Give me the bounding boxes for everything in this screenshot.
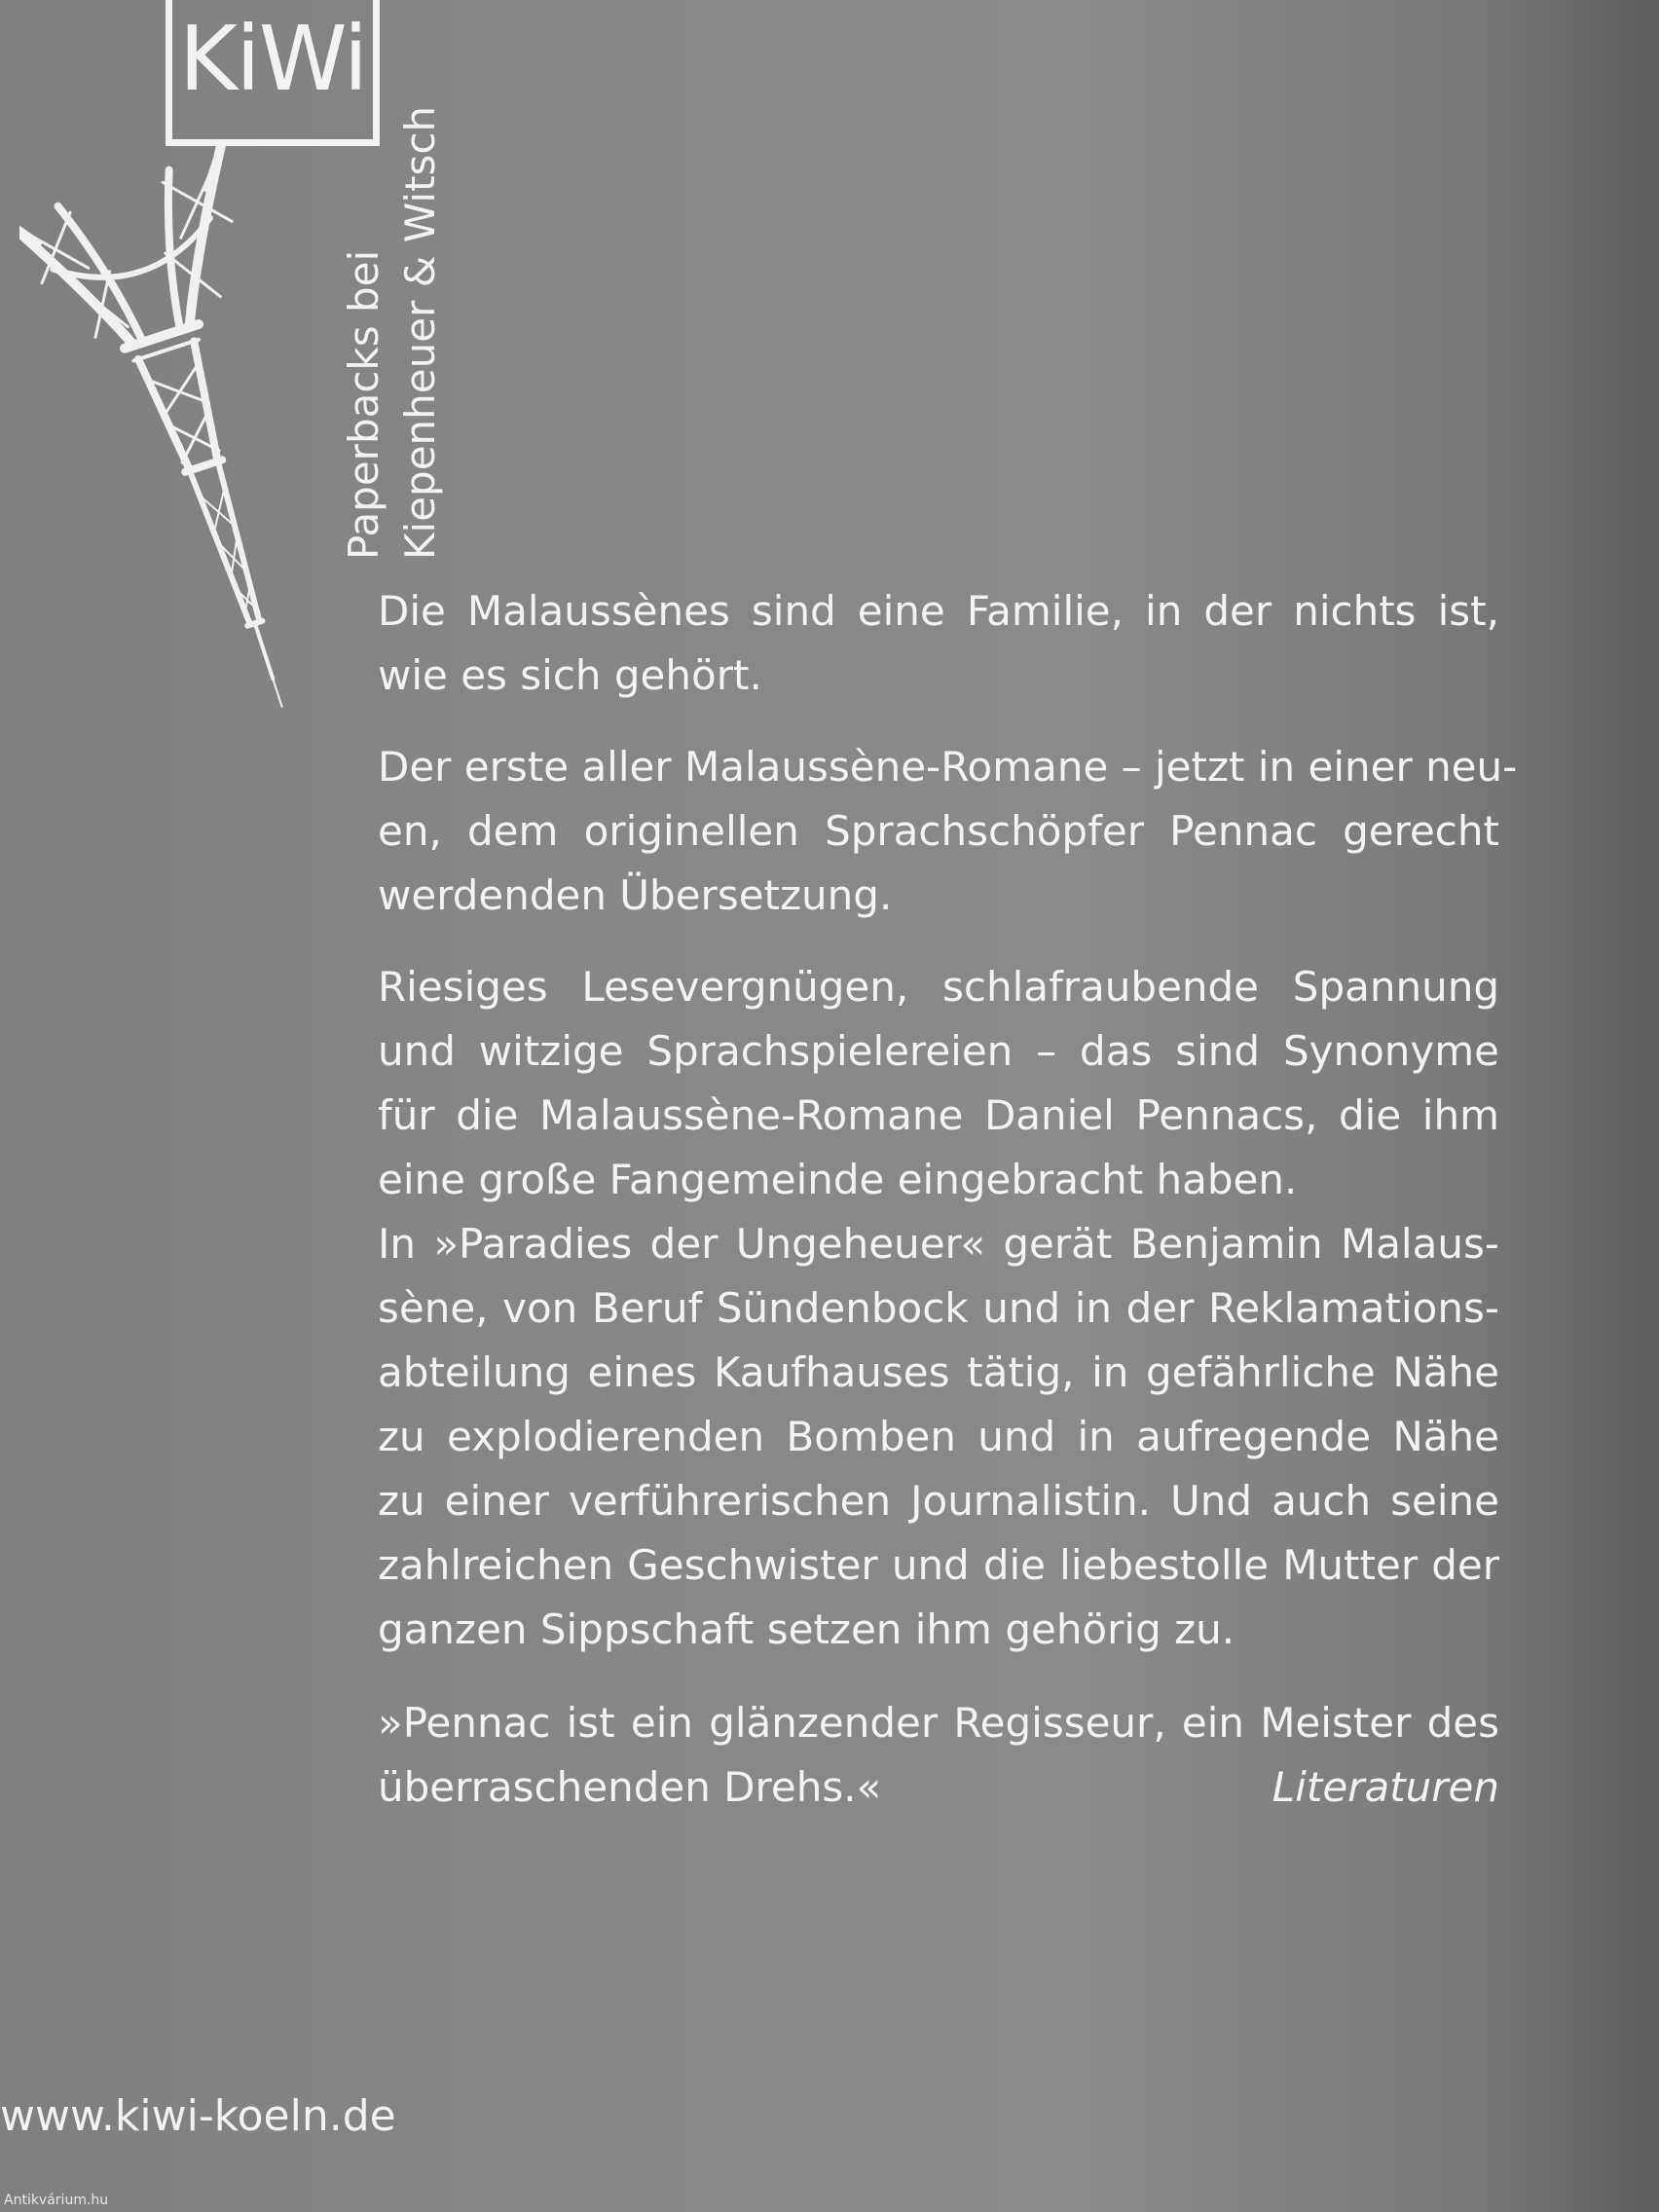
blurb-paragraph-3: [378, 955, 1499, 1212]
publisher-vertical-text: [336, 106, 449, 560]
text-line: und witzige Sprachspielereien – das sind Synonyme: [378, 1027, 1499, 1075]
quote-line-1: »Pennac ist ein glänzender Regisseur, ein Meister des: [378, 1699, 1499, 1747]
publisher-line-1: Paperbacks bei: [340, 249, 387, 560]
quote-row: [378, 1755, 1499, 1820]
text-line: zu einer verführerischen Journalistin. Und auch seine: [378, 1477, 1499, 1525]
blurb-paragraph-4: [378, 1212, 1499, 1662]
watermark-text: Antikvárium.hu: [4, 2193, 109, 2208]
publisher-url: www.kiwi-koeln.de: [0, 2091, 396, 2141]
blurb-text: [378, 579, 1518, 1820]
blurb-paragraph-2: [378, 735, 1518, 928]
text-line: für die Malaussène-Romane Daniel Pennacs, die ihm: [378, 1091, 1499, 1139]
text-line: Der erste aller Malaussène-Romane – jetzt in einer neu-: [378, 743, 1518, 791]
publisher-line-2: Kiepenheuer & Witsch: [396, 105, 444, 560]
text-line: zahlreichen Geschwister und die liebestolle Mutter der: [378, 1541, 1499, 1589]
text-line: Riesiges Lesevergnügen, schlafraubende Spannung: [378, 963, 1499, 1011]
text-line: werdenden Übersetzung.: [378, 871, 893, 919]
text-line: sène, von Beruf Sündenbock und in der Reklamations-: [378, 1284, 1499, 1332]
eiffel-tower-icon: [19, 146, 370, 730]
text-line: ganzen Sippschaft setzen ihm gehörig zu.: [378, 1605, 1235, 1653]
text-line: abteilung eines Kaufhauses tätig, in gefährliche Nähe: [378, 1348, 1499, 1396]
logo-brand-text: KiWi: [178, 7, 367, 111]
text-line: eine große Fangemeinde eingebracht haben.: [378, 1156, 1298, 1203]
text-line: Die Malaussènes sind eine Familie, in der nichts ist,: [378, 587, 1499, 635]
blurb-paragraph-1: [378, 579, 1499, 708]
text-line: In »Paradies der Ungeheuer« gerät Benjamin Malaus-: [378, 1220, 1499, 1268]
text-line: zu explodierenden Bomben und in aufregende Nähe: [378, 1413, 1499, 1460]
review-quote: [378, 1691, 1499, 1820]
text-line: wie es sich gehört.: [378, 651, 762, 699]
quote-source: Literaturen: [1272, 1763, 1499, 1811]
quote-line-2: überraschenden Drehs.«: [378, 1763, 882, 1811]
text-line: en, dem originellen Sprachschöpfer Pennac gerecht: [378, 807, 1499, 855]
